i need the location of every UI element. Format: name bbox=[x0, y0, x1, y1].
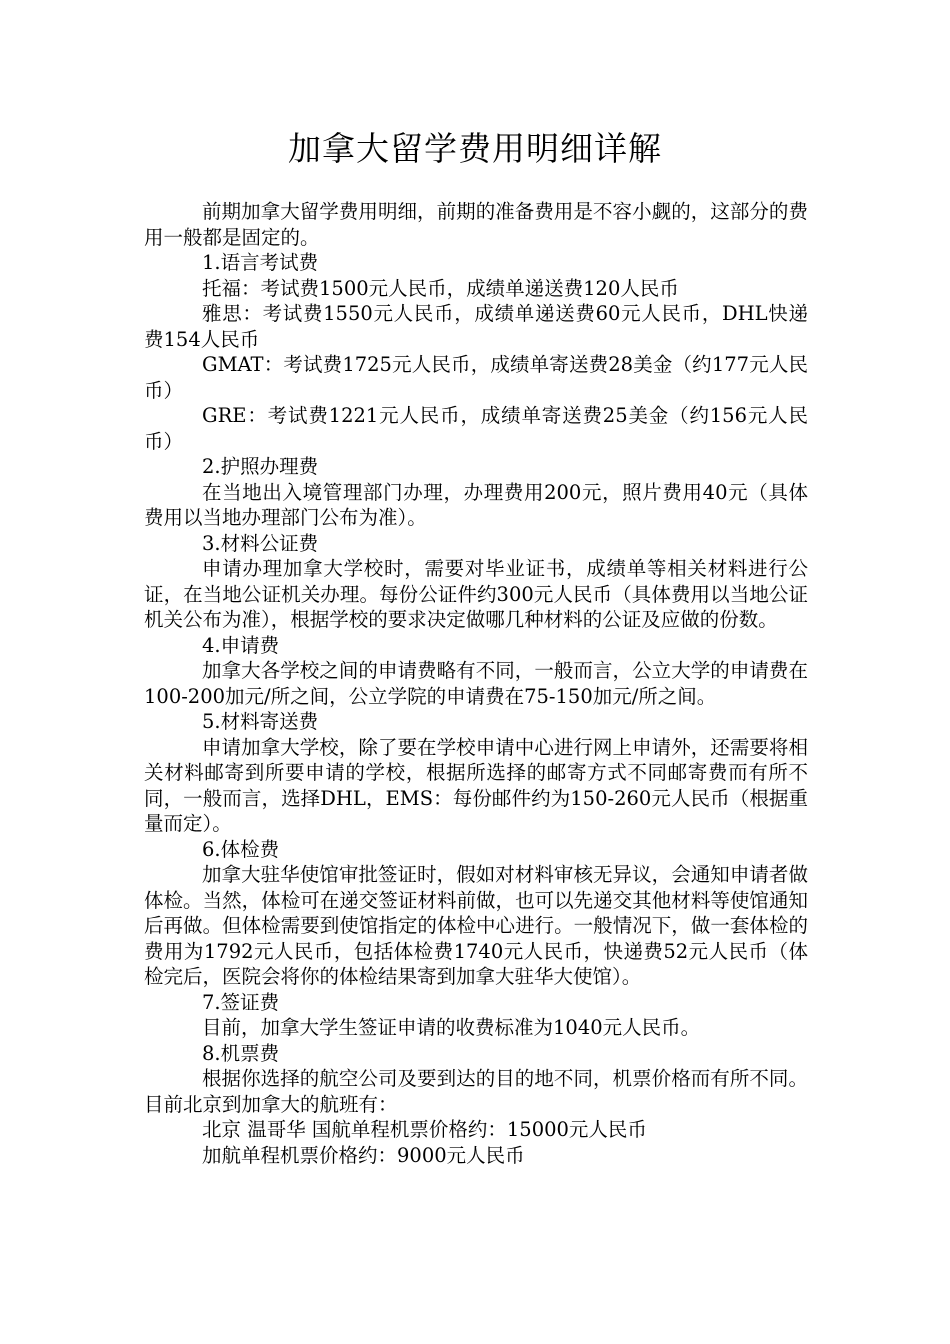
paragraph-visa: 目前，加拿大学生签证申请的收费标准为1040元人民币。 bbox=[202, 1016, 701, 1039]
document-title: 加拿大留学费用明细详解 bbox=[288, 129, 662, 168]
paragraph-air-china: 北京 温哥华 国航单程机票价格约：15000元人民币 bbox=[202, 1118, 647, 1141]
paragraph-notarization: 申请办理加拿大学校时，需要对毕业证书，成绩单等相关材料进行公证，在当地公证机关办理。每份公证件约300元人民币（具体费用以当地公证机关公布为准），根据学校的要求决定做哪几种材料的公证及应做的份数。 bbox=[144, 557, 808, 631]
document-body bbox=[144, 199, 808, 1168]
paragraph-medical-exam: 加拿大驻华使馆审批签证时，假如对材料审核无异议，会通知申请者做体检。当然，体检可在递交签证材料前做，也可以先递交其他材料等使馆通知后再做。但体检需要到使馆指定的体检中心进行。一般情况下，做一套体检的费用为1792元人民币，包括体检费1740元人民币，快递费52元人民币（体检完后，医院会将你的体检结果寄到加拿大驻华大使馆）。 bbox=[144, 863, 808, 988]
section-heading-application-fee: 4.申请费 bbox=[202, 633, 280, 657]
paragraph-gre: GRE：考试费1221元人民币，成绩单寄送费25美金（约156元人民币） bbox=[144, 404, 808, 453]
paragraph-gmat: GMAT：考试费1725元人民币，成绩单寄送费28美金（约177元人民币） bbox=[144, 353, 808, 402]
section-heading-visa: 7.签证费 bbox=[202, 990, 280, 1014]
paragraph-passport: 在当地出入境管理部门办理，办理费用200元，照片费用40元（具体费用以当地办理部门公布为准）。 bbox=[144, 480, 808, 529]
section-heading-airfare: 8.机票费 bbox=[202, 1041, 280, 1065]
paragraph-airfare: 根据你选择的航空公司及要到达的目的地不同，机票价格而有所不同。目前北京到加拿大的航班有： bbox=[144, 1067, 808, 1116]
paragraph-application-fee: 加拿大各学校之间的申请费略有不同，一般而言，公立大学的申请费在100-200加元/所之间，公立学院的申请费在75-150加元/所之间。 bbox=[144, 659, 808, 708]
section-heading-mailing: 5.材料寄送费 bbox=[202, 710, 319, 733]
section-heading-notarization: 3.材料公证费 bbox=[202, 531, 319, 555]
paragraph-ielts: 雅思：考试费1550元人民币，成绩单递送费60元人民币，DHL快递费154人民币 bbox=[144, 302, 808, 351]
paragraph-air-canada: 加航单程机票价格约：9000元人民币 bbox=[202, 1143, 525, 1167]
section-heading-language-test: 1.语言考试费 bbox=[202, 251, 319, 274]
section-heading-passport: 2.护照办理费 bbox=[202, 455, 319, 478]
section-heading-medical-exam: 6.体检费 bbox=[202, 837, 280, 861]
paragraph-toefl: 托福：考试费1500元人民币，成绩单递送费120人民币 bbox=[202, 276, 679, 300]
paragraph-mailing: 申请加拿大学校，除了要在学校申请中心进行网上申请外，还需要将相关材料邮寄到所要申请的学校，根据所选择的邮寄方式不同邮寄费而有所不同，一般而言，选择DHL，EMS：每份邮件约为150-260元人民币（根据重量而定）。 bbox=[144, 735, 808, 835]
intro-paragraph: 前期加拿大留学费用明细，前期的准备费用是不容小觑的，这部分的费用一般都是固定的。 bbox=[144, 200, 808, 249]
